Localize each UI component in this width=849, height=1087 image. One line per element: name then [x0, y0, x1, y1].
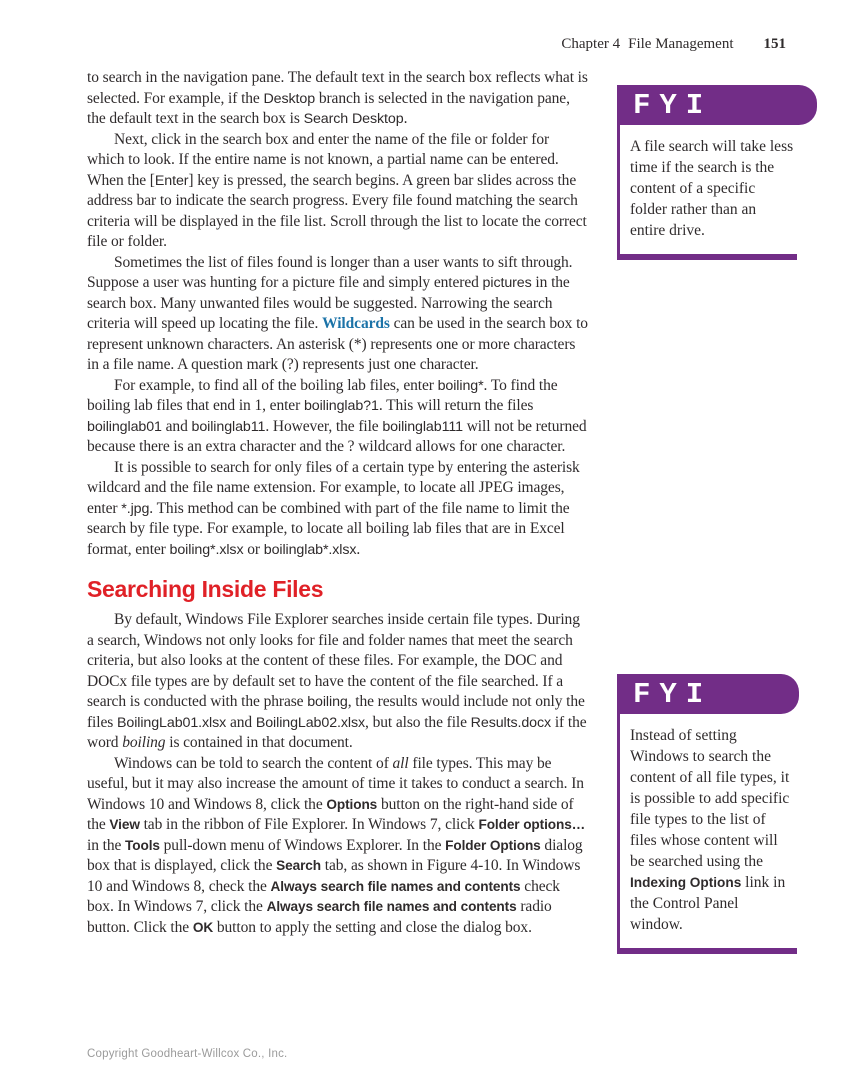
text-run: pictures [482, 275, 532, 291]
text-run: tab, as shown in Figure 4-10. In Windows 10 and Windows 8, check the [87, 857, 581, 895]
text-run: and [226, 713, 256, 731]
text-run: all [392, 754, 409, 772]
page-number: 151 [763, 36, 786, 52]
text-run: OK [192, 919, 214, 935]
text-run: boiling*.xlsx [169, 541, 244, 558]
text-run: in the [87, 836, 126, 854]
text-run: . However, the file [265, 417, 383, 435]
fyi-banner: FYI [617, 674, 799, 714]
text-run: will not be returned because there is an extra character and the ? wildcard allows for one character. [87, 417, 587, 455]
fyi-body-text [617, 714, 797, 954]
text-run: can be used in the search box to represent unknown characters. An asterisk (*) represents one or more characters in a file name. A question mark (?) represents just one character. [87, 315, 588, 373]
text-run: Folder Options [445, 837, 541, 853]
text-run: , but also the file [365, 713, 471, 731]
text-run: Search Desktop [303, 111, 404, 127]
text-run: boilinglab01 [87, 418, 162, 435]
text-run: boiling [307, 694, 348, 710]
text-run: button to apply the setting and close the dialog box. [213, 918, 532, 936]
text-run: . This will return the files [378, 397, 534, 414]
text-run: BoilingLab02.xlsx [255, 714, 366, 731]
text-run: is contained in that document. [165, 734, 353, 751]
text-run: Windows can be told to search the content of [114, 754, 393, 772]
text-run: and [161, 417, 192, 435]
text-run: boiling* [437, 377, 484, 394]
text-run: Enter [154, 172, 189, 189]
text-run: radio button. Click the [87, 898, 552, 936]
text-run: . [356, 540, 361, 558]
text-run: if the word [87, 713, 587, 751]
paragraph [87, 376, 589, 458]
text-run: boilinglab11 [191, 418, 266, 435]
text-run: BoilingLab01.xlsx [116, 714, 227, 731]
fyi-sidebar-box [617, 674, 799, 954]
text-run: branch is selected in the navigation pane, the default text in the search box is [87, 89, 570, 127]
text-run: Results.docx [470, 714, 552, 731]
text-run: Wildcards [322, 315, 390, 332]
section-heading: Searching Inside Files [87, 576, 324, 602]
text-run: pull-down menu of Windows Explorer. In the [159, 836, 446, 854]
text-run: boilinglab?1 [303, 398, 379, 414]
text-run: or [243, 540, 264, 558]
text-run: . This method can be combined with part of the file name to limit the search by file type. For example, to locate all boiling lab files that are in Excel format, enter [87, 499, 570, 558]
text-run: Instead of setting Windows to search the content of all file types, it is possible to add specific file types to the list of files whose content will be searched using the [630, 727, 790, 870]
body-text-column [87, 68, 589, 938]
text-run: boiling [122, 734, 166, 751]
fyi-body-text [617, 125, 797, 260]
text-run: Tools [125, 837, 160, 853]
text-run: . To find the boiling lab files that end in 1, enter [87, 376, 558, 414]
text-run: boilinglab*.xlsx [263, 541, 357, 558]
text-run: Next, click in the search box and enter the name of the file or folder for which to look. If the entire name is not known, a partial name can be entered. When the [ [87, 130, 559, 189]
paragraph [87, 68, 589, 130]
copyright-notice: Copyright Goodheart-Willcox Co., Inc. [87, 1048, 288, 1060]
text-run: in the search box. Many unwanted files would be suggested. Narrowing the search criteria will speed up locating the file. [87, 274, 570, 332]
paragraph [87, 253, 589, 376]
text-run: Sometimes the list of files found is longer than a user wants to sift through. Suppose a user was hunting for a picture file and simply entered [87, 253, 573, 291]
text-run: button on the right-hand side of the [87, 795, 574, 833]
running-head [561, 36, 786, 53]
text-run: For example, to find all of the boiling lab files, enter [114, 376, 438, 394]
text-run: boilinglab111 [382, 418, 463, 435]
text-run: check box. In Windows 7, click the [87, 877, 560, 915]
text-run: , the results would include not only the files [87, 693, 585, 731]
text-run: Always search file names and contents [270, 878, 521, 894]
text-run: View [109, 817, 140, 832]
text-run: Always search file names and contents [266, 899, 517, 914]
text-run: *.jpg [121, 500, 150, 517]
text-run: dialog box that is displayed, click the [87, 836, 583, 874]
fyi-sidebar-box [617, 85, 817, 260]
paragraph [87, 130, 589, 253]
paragraph [87, 754, 589, 939]
chapter-label: Chapter 4 [561, 36, 621, 52]
text-run: It is possible to search for only files of a certain type by entering the asterisk wildcard and the file name extension. For example, to locate all JPEG images, enter [87, 458, 580, 517]
text-run: Desktop [263, 90, 316, 107]
text-run: By default, Windows File Explorer searches inside certain file types. During a search, Windows not only looks for file and folder names that meet the search criteria, but also looks at the content of these files. For example, the DOC and DOCx file types are by default set to have the content of the file searched. If a search is conducted with the phrase [87, 611, 580, 710]
text-run: file types. This may be useful, but it may also increase the amount of time it takes to conduct a search. In Windows 10 and Windows 8, click the [87, 754, 584, 813]
chapter-title: File Management [628, 36, 734, 52]
text-run: link in the Control Panel window. [630, 874, 786, 933]
text-run: tab in the ribbon of File Explorer. In Windows 7, click [139, 816, 479, 833]
text-run: Folder options… [478, 817, 586, 832]
paragraph [87, 458, 589, 561]
text-run: Indexing Options [630, 875, 742, 890]
text-run: A file search will take less time if the search is the content of a specific folder rather than an entire drive. [630, 138, 794, 239]
text-run: Search [276, 858, 321, 873]
text-run: Options [326, 796, 378, 812]
text-run: ] key is pressed, the search begins. A green bar slides across the address bar to indicate the search progress. Every file found matching the search criteria will be displayed in the file list. Scroll through the list to locate the correct file or folder. [87, 171, 587, 250]
fyi-banner: FYI [617, 85, 817, 125]
text-run: . [403, 110, 408, 127]
text-run: to search in the navigation pane. The default text in the search box reflects what is selected. For example, if the [87, 69, 588, 107]
paragraph [87, 610, 589, 754]
